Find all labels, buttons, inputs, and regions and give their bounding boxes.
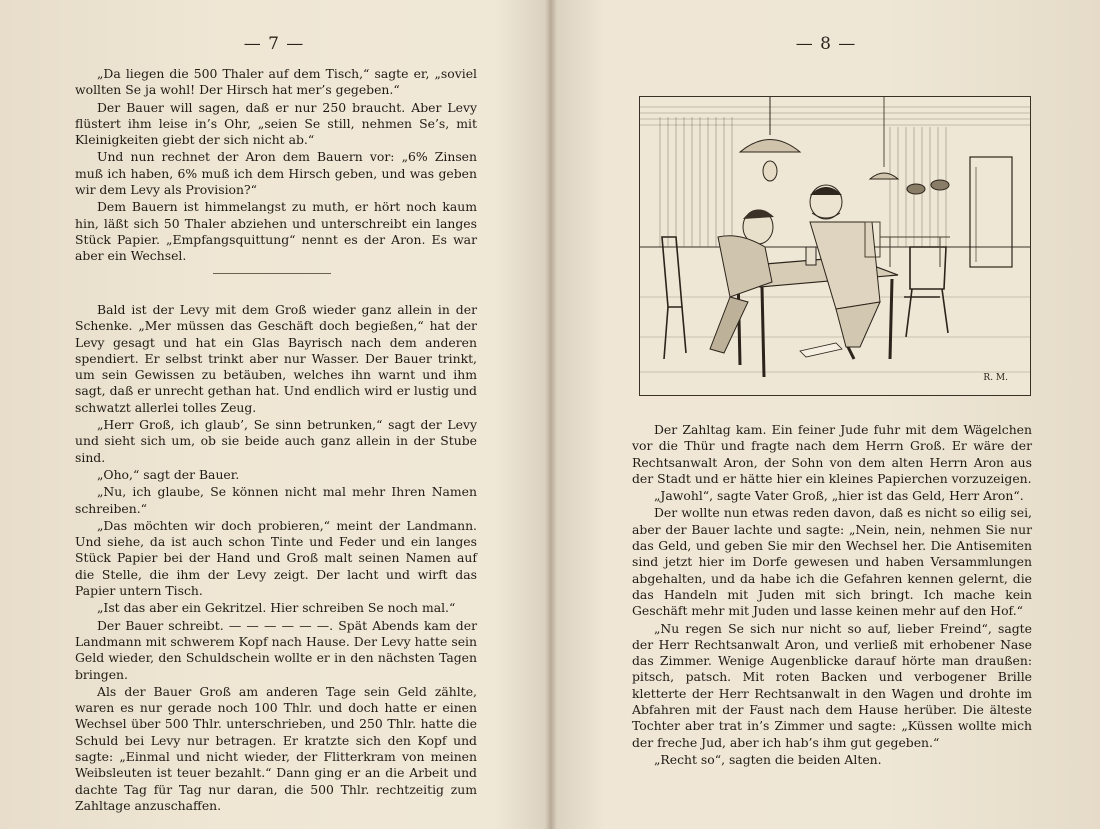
page-number-right: — 8 — bbox=[795, 34, 857, 54]
page-number-left: — 7 — bbox=[243, 34, 305, 54]
paragraph: Bald ist der Levy mit dem Groß wieder ganz allein in der Schenke. „Mer müssen das Geschäft doch begießen,“ hat der Levy gesagt und hat ein Glas Bayrisch nach dem anderen spendiert. Er selbst trinkt aber nur Wasser. Der Bauer trinkt, um sein Gewissen zu betäuben, welches ihn warnt und ihm sagt, daß er unrecht gethan hat. Und endlich wird er lustig und schwatzt allerlei tolles Zeug. bbox=[75, 302, 477, 415]
paragraph: „Ist das aber ein Gekritzel. Hier schreiben Se noch mal.“ bbox=[97, 600, 456, 616]
paragraph: Der Zahltag kam. Ein feiner Jude fuhr mit dem Wägelchen vor die Thür und fragte nach dem Herrn Groß. Er wäre der Rechtsanwalt Aron, der Sohn von dem alten Herrn Aron aus der Stadt und er hätte hier ein kleines Papierchen vorzuzeigen. bbox=[632, 422, 1032, 486]
paragraph: Dem Bauern ist himmelangst zu muth, er hört noch kaum hin, läßt sich 50 Thaler abziehen und unterschreibt ein langes Stück Papier. „Empfangsquittung“ nennt es der Aron. Es war aber ein Wechsel. bbox=[75, 199, 477, 264]
left-text-block-2 bbox=[75, 302, 477, 815]
paragraph: „Oho,“ sagt der Bauer. bbox=[97, 466, 240, 482]
paragraph: Und nun rechnet der Aron dem Bauern vor: „6% Zinsen muß ich haben, 6% muß ich dem Hirsch geben, und was geben wir dem Levy als Provision?“ bbox=[75, 149, 477, 198]
tavern-illustration bbox=[639, 96, 1031, 396]
paragraph: „Recht so“, sagten die beiden Alten. bbox=[654, 751, 882, 767]
paragraph: Der wollte nun etwas reden davon, daß es nicht so eilig sei, aber der Bauer lachte und sagte: „Nein, nein, nehmen Sie nur das Geld, und geben Sie mir den Wechsel her. Die Antisemiten sind jetzt hier im Dorfe gewesen und haben Versammlungen abgehalten, und da habe ich die Gefahren kennen gelernt, die das Handeln mit Juden mit sich bringt. Ich mache kein Geschäft mehr mit Juden und lasse keinen mehr auf den Hof.“ bbox=[632, 505, 1032, 619]
paragraph: Als der Bauer Groß am anderen Tage sein Geld zählte, waren es nur gerade noch 100 Thlr. und doch hatte er einen Wechsel über 500 Thlr. unterschrieben, und 250 Thlr. hatte die Schuld bei Levy nur betragen. Er kratzte sich den Kopf und sagte: „Einmal und nicht wieder, der Flitterkram von meinen Weibsleuten ist teuer bezahlt.“ Dann ging er an die Arbeit und dachte Tag für Tag nur daran, die 500 Thlr. rechtzeitig zum Zahltage anzuschaffen. bbox=[75, 683, 477, 813]
right-text-block bbox=[632, 422, 1032, 769]
left-text-block-1 bbox=[75, 66, 477, 266]
section-divider bbox=[213, 273, 331, 274]
paragraph: „Herr Groß, ich glaub’, Se sinn betrunken,“ sagt der Levy und sieht sich um, ob sie beide auch ganz allein in der Stube sind. bbox=[75, 417, 477, 465]
tavern-scene-drawing bbox=[640, 97, 1030, 395]
paragraph: Der Bauer will sagen, daß er nur 250 braucht. Aber Levy flüstert ihm leise in’s Ohr, „seien Se still, nehmen Se’s, mit Kleinigkeiten giebt der sich nicht ab.“ bbox=[75, 99, 477, 148]
illustration-signature: R. M. bbox=[983, 373, 1008, 383]
paragraph: „Da liegen die 500 Thaler auf dem Tisch,“ sagte er, „soviel wollten Se ja wohl! Der Hirsch hat mer’s gegeben.“ bbox=[75, 66, 477, 98]
left-page bbox=[0, 0, 548, 829]
paragraph: „Nu, ich glaube, Se können nicht mal mehr Ihren Namen schreiben.“ bbox=[75, 484, 477, 516]
paragraph: „Das möchten wir doch probieren,“ meint der Landmann. Und siehe, da ist auch schon Tinte und Feder und ein langes Stück Papier bei der Hand und Groß malt seinen Namen auf die Stelle, die ihm der Levy zeigt. Der lacht und wirft das Papier untern Tisch. bbox=[75, 517, 477, 599]
paragraph: Der Bauer schreibt. — — — — — —. Spät Abends kam der Landmann mit schwerem Kopf nach Hause. Der Levy hatte sein Geld wieder, den Schuldschein wollte er in den nächsten Tagen bringen. bbox=[75, 617, 477, 682]
paragraph: „Jawohl“, sagte Vater Groß, „hier ist das Geld, Herr Aron“. bbox=[654, 488, 1024, 504]
right-page bbox=[552, 0, 1100, 829]
paragraph: „Nu regen Se sich nur nicht so auf, lieber Freind“, sagte der Herr Rechtsanwalt Aron, und verließ mit erhobener Nase das Zimmer. Wenige Augenblicke darauf hörte man draußen: pitsch, patsch. Mit roten Backen und verbogener Brille kletterte der Herr Rechtsanwalt in den Wagen und drohte im Abfahren mit der Faust nach dem Hause herüber. Die älteste Tochter aber trat in’s Zimmer und sagte: „Küssen wollte mich der freche Jud, aber ich hab’s ihm gut gegeben.“ bbox=[632, 620, 1032, 750]
